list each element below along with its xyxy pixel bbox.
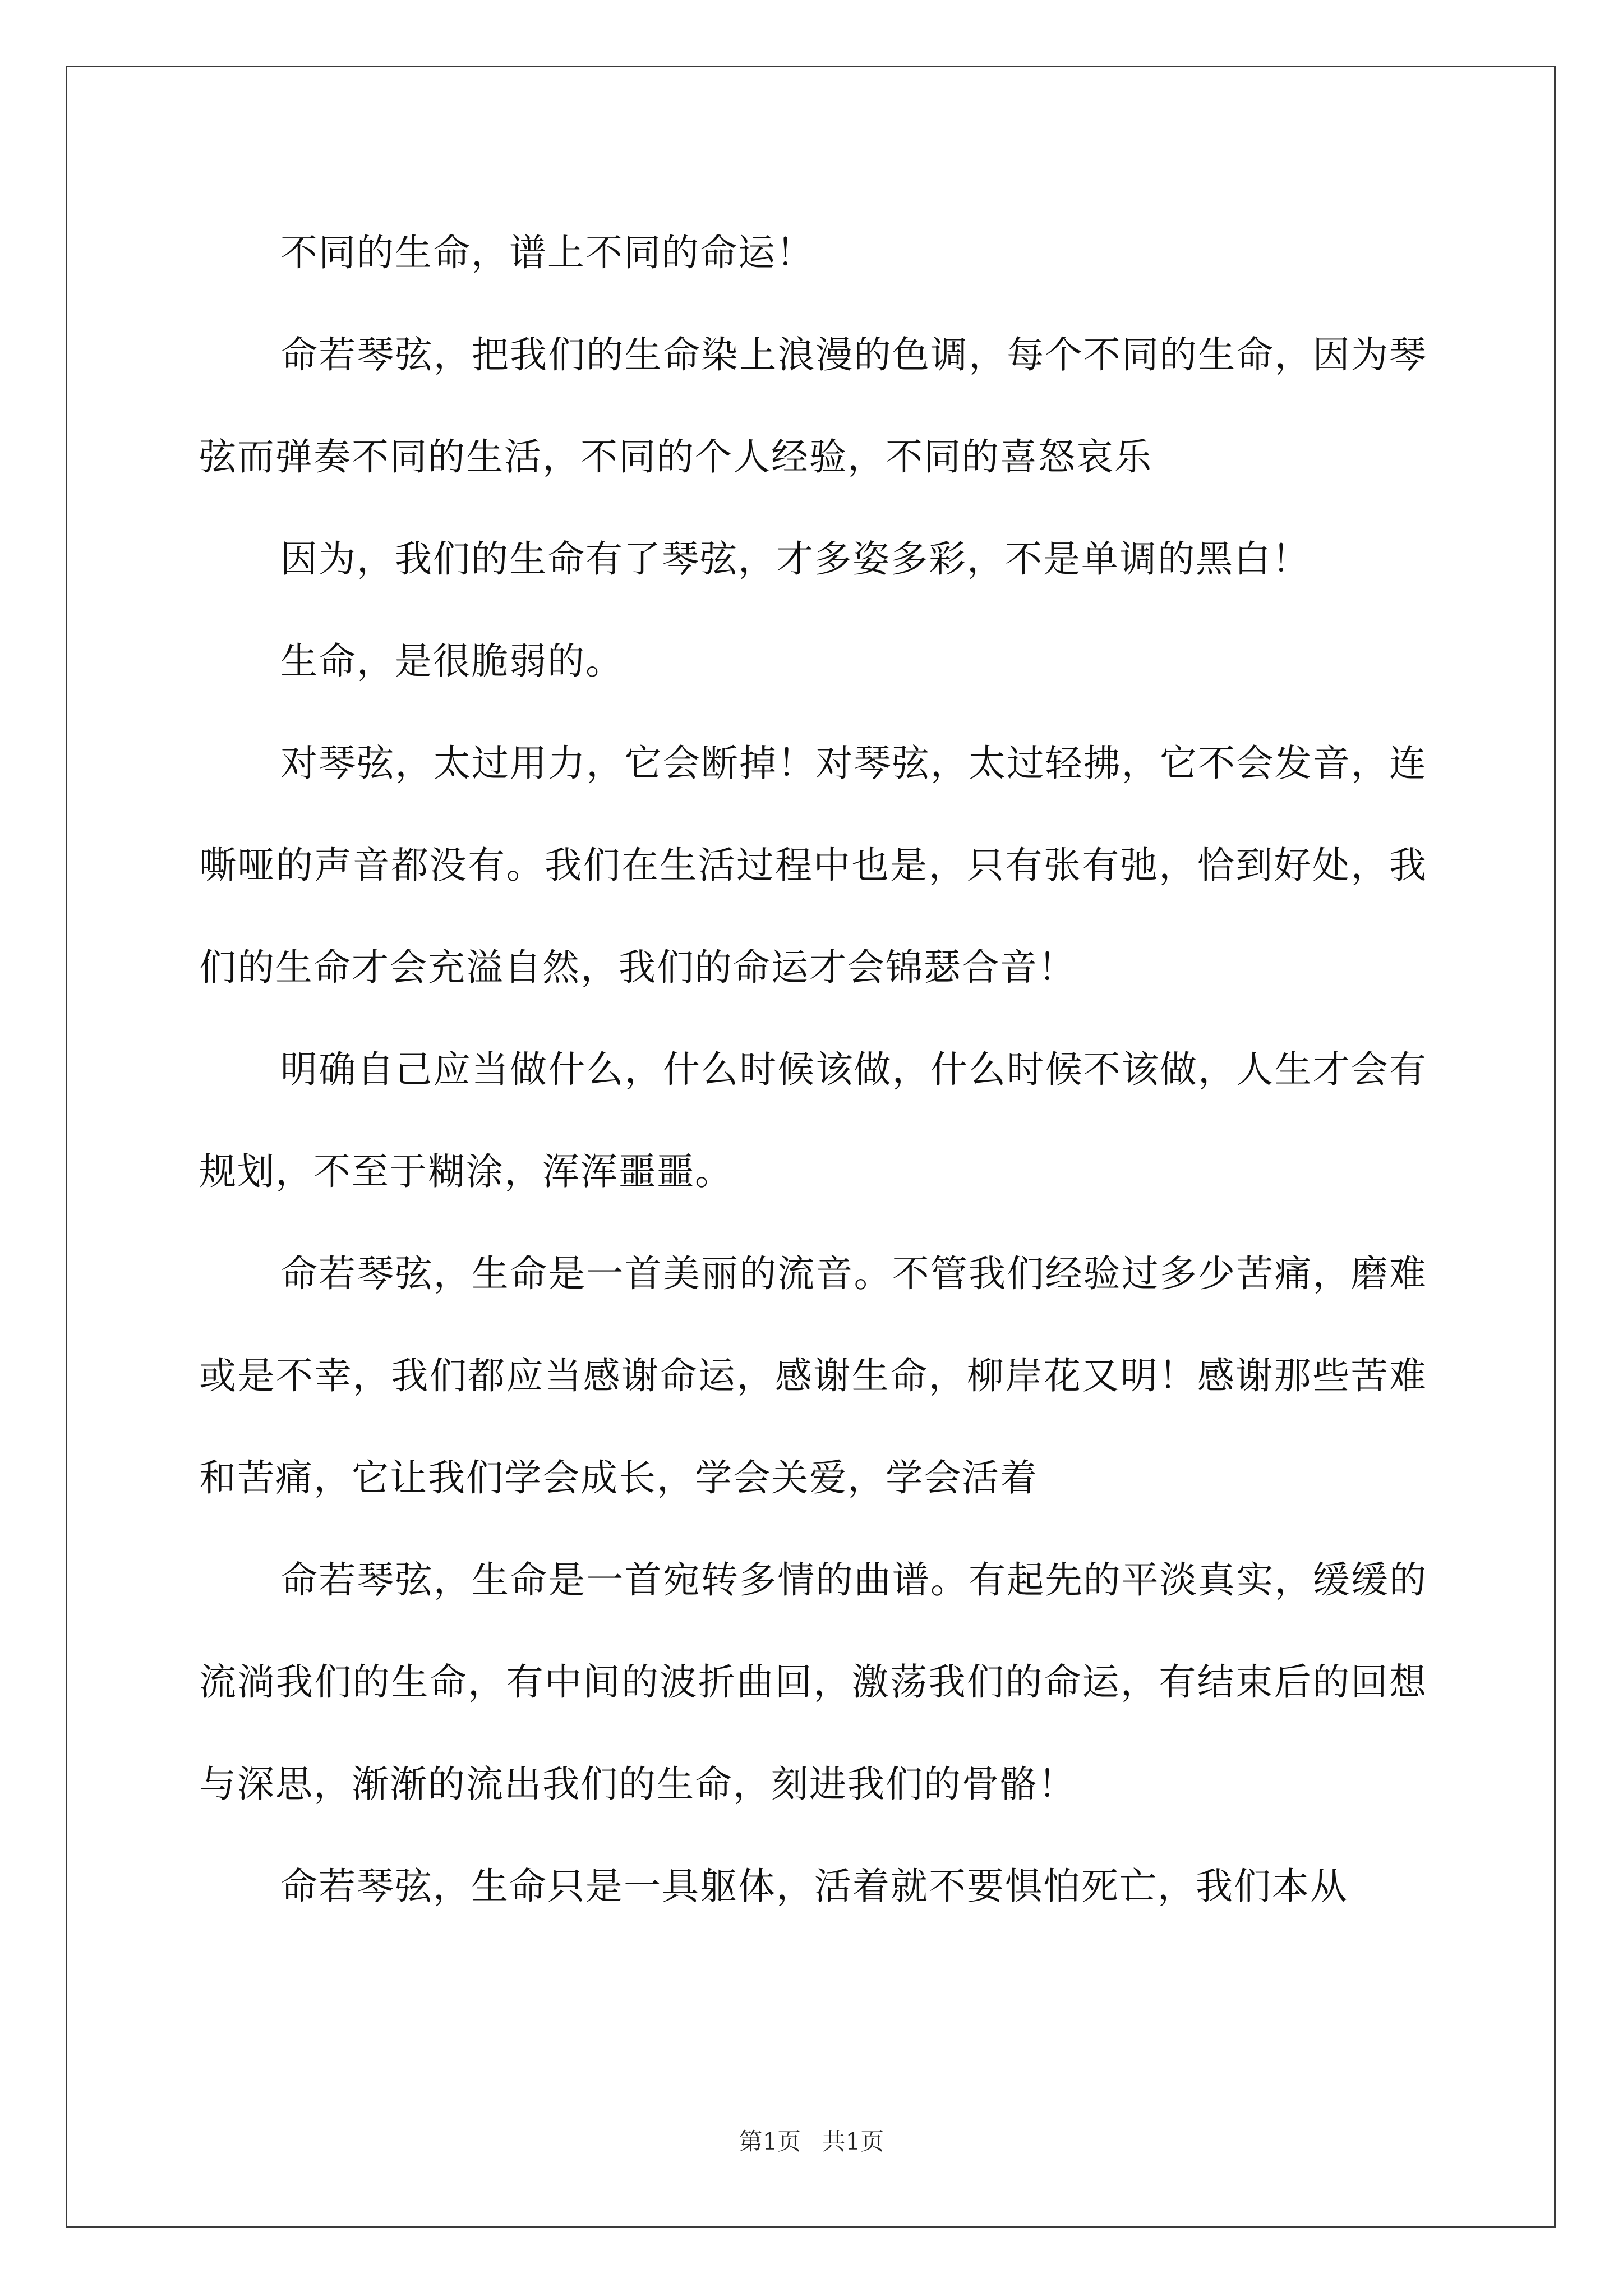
paragraph-9: 命若琴弦，生命只是一具躯体，活着就不要惧怕死亡，我们本从: [280, 1865, 1348, 1908]
paragraph-4: 生命，是很脆弱的。: [280, 639, 624, 683]
paragraph-7: 命若琴弦，生命是一首美丽的流音。不管我们经验过多少苦痛，磨难或是不幸，我们都应当感谢命运，感谢生命，柳岸花又明！感谢那些苦难和苦痛，它让我们学会成长，学会关爱，学会活着: [199, 1252, 1427, 1499]
page-number: 第1页: [739, 2128, 801, 2155]
paragraph-8: 命若琴弦，生命是一首宛转多情的曲谱。有起先的平淡真实，缓缓的流淌我们的生命，有中间的波折曲回，激荡我们的命运，有结束后的回想与深思，渐渐的流出我们的生命，刻进我们的骨骼！: [199, 1558, 1427, 1806]
paragraph-3: 因为，我们的生命有了琴弦，才多姿多彩，不是单调的黑白！: [280, 537, 1310, 581]
paragraph-6: 明确自己应当做什么，什么时候该做，什么时候不该做，人生才会有规划，不至于糊涂，浑浑噩噩。: [199, 1048, 1427, 1193]
paragraph-5: 对琴弦，太过用力，它会断掉！对琴弦，太过轻拂，它不会发音，连嘶哑的声音都没有。我们在生活过程中也是，只有张有弛，恰到好处，我们的生命才会充溢自然，我们的命运才会锦瑟合音！: [199, 742, 1427, 989]
document-body: [199, 202, 1427, 1938]
paragraph-1: 不同的生命，谱上不同的命运！: [280, 231, 814, 274]
paragraph-2: 命若琴弦，把我们的生命染上浪漫的色调，每个不同的生命，因为琴弦而弹奏不同的生活，不同的个人经验，不同的喜怒哀乐: [199, 333, 1427, 478]
page-footer: [0, 2123, 1623, 2157]
page-total: 共1页: [822, 2128, 884, 2155]
